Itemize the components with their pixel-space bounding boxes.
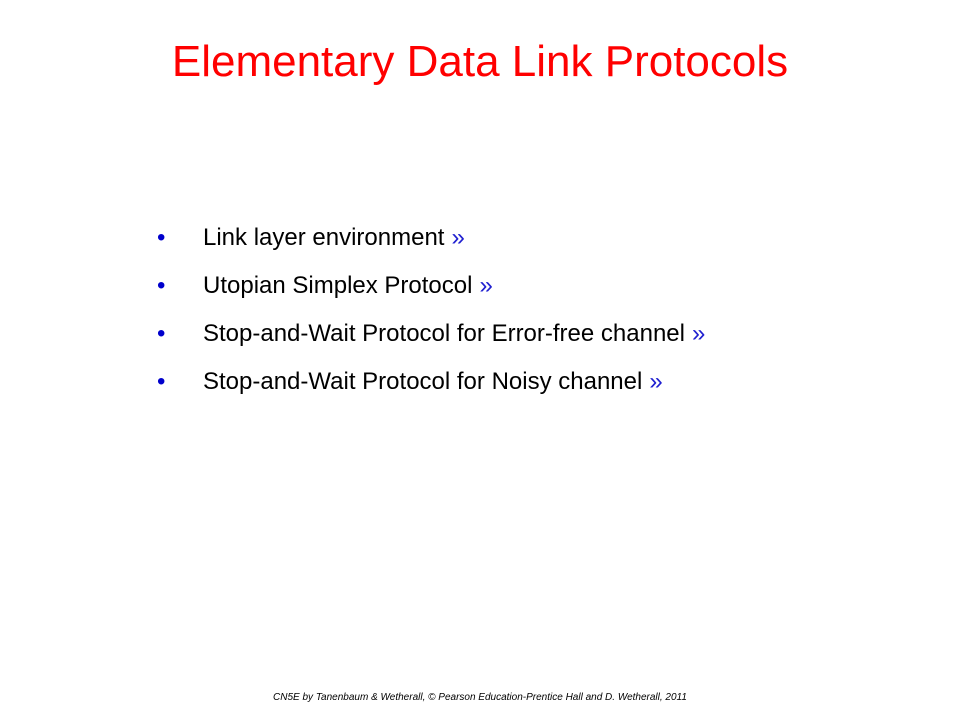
- link-arrow-icon[interactable]: »: [479, 272, 493, 299]
- bullet-item-stop-and-wait-error-free: [157, 310, 705, 358]
- bullet-item-stop-and-wait-noisy: [157, 358, 705, 406]
- bullet-dot-icon: •: [157, 368, 166, 395]
- bullet-text: Link layer environment: [203, 224, 445, 251]
- bullet-list: [157, 214, 705, 406]
- link-arrow-icon[interactable]: »: [451, 224, 465, 251]
- bullet-dot-icon: •: [157, 320, 166, 347]
- bullet-text: Utopian Simplex Protocol: [203, 272, 473, 299]
- link-arrow-icon[interactable]: »: [691, 320, 706, 347]
- bullet-item-link-layer-environment: [157, 214, 705, 262]
- slide-footer: CN5E by Tanenbaum & Wetherall, © Pearson Education-Prentice Hall and D. Wetherall, 2011: [273, 692, 687, 703]
- slide-title: Elementary Data Link Protocols: [171, 37, 789, 86]
- bullet-text: Stop-and-Wait Protocol for Noisy channel: [203, 368, 643, 395]
- bullet-dot-icon: •: [157, 224, 166, 251]
- bullet-item-utopian-simplex-protocol: [157, 262, 705, 310]
- bullet-text: Stop-and-Wait Protocol for Error-free channel: [203, 320, 685, 347]
- link-arrow-icon[interactable]: »: [649, 368, 663, 395]
- bullet-dot-icon: •: [157, 272, 166, 299]
